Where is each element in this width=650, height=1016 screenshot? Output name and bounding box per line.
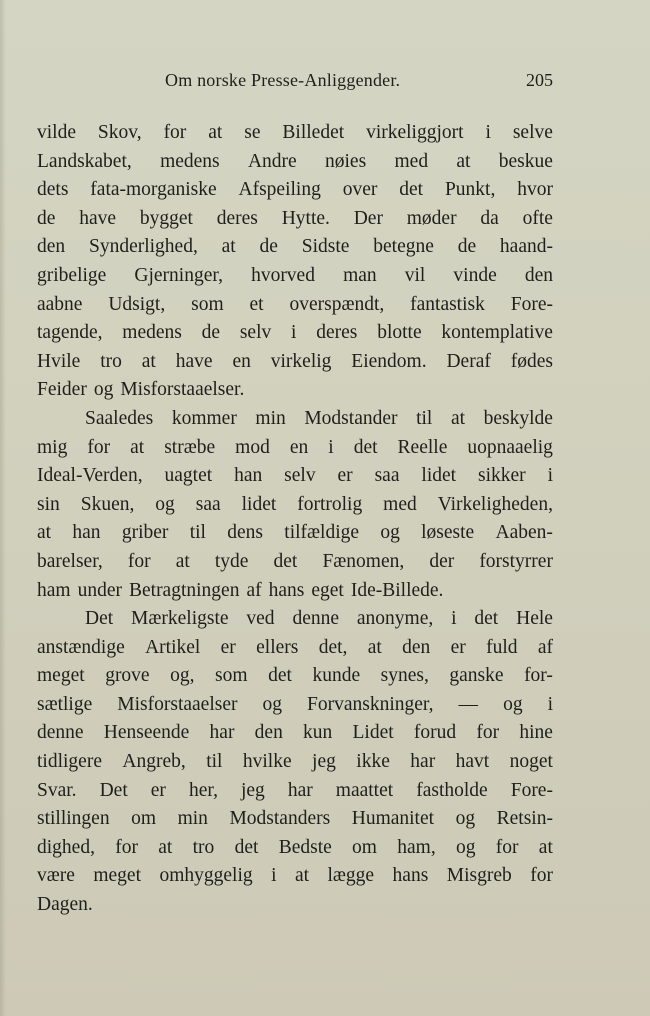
text-line: meget grove og, som det kunde synes, ganske for- [37,665,553,687]
text-line: Svar. Det er her, jeg har maattet fastholde Fore- [37,779,553,801]
text-line: de have bygget deres Hytte. Der møder da ofte [37,207,553,229]
text-line: Ideal-Verden, uagtet han selv er saa lidet sikker i [37,465,553,487]
text-line: være meget omhyggelig i at lægge hans Misgreb for [37,865,553,887]
text-line: Saaledes kommer min Modstander til at beskylde [85,407,553,429]
text-line: barelser, for at tyde det Fænomen, der forstyrrer [37,550,553,572]
text-line: at han griber til dens tilfældige og løseste Aaben- [37,522,553,544]
text-line: tagende, medens de selv i deres blotte kontemplative [37,322,553,344]
page-edge-shadow [0,0,6,1016]
text-line: vilde Skov, for at se Billedet virkeliggjort i selve [37,122,553,143]
text-line: sin Skuen, og saa lidet fortrolig med Virkeligheden, [37,493,553,515]
running-title: Om norske Presse-Anliggender. [165,70,401,90]
text-line: Landskabet, medens Andre nøies med at beskue [37,150,553,172]
paragraph [37,605,553,920]
text-line: Dagen. [37,894,93,916]
text-line: ham under Betragtningen af hans eget Ide-Billede. [37,579,444,601]
text-line: aabne Udsigt, som et overspændt, fantastisk Fore- [37,293,553,315]
paragraph [37,119,553,405]
text-line: tidligere Angreb, til hvilke jeg ikke har havt noget [37,751,553,773]
text-line: Feider og Misforstaaelser. [37,379,245,401]
running-header [37,70,553,100]
text-line: Hvile tro at have en virkelig Eiendom. Deraf fødes [37,350,553,372]
text-line: denne Henseende har den kun Lidet forud for hine [37,722,553,744]
paragraph [37,405,553,605]
text-line: stillingen om min Modstanders Humanitet og Retsin- [37,808,553,830]
text-line: mig for at stræbe mod en i det Reelle uopnaaelig [37,436,553,458]
text-line: den Synderlighed, at de Sidste betegne de haand- [37,236,553,258]
text-line: gribelige Gjerninger, hvorved man vil vinde den [37,264,553,286]
text-line: sætlige Misforstaaelser og Forvanskninger, — og i [37,693,553,715]
page-number: 205 [526,70,553,90]
text-line: dets fata-morganiske Afspeiling over det Punkt, hvor [37,179,553,201]
text-line: Det Mærkeligste ved denne anonyme, i det Hele [85,608,553,630]
text-line: anstændige Artikel er ellers det, at den er fuld af [37,636,553,658]
text-line: dighed, for at tro det Bedste om ham, og for at [37,836,553,858]
body-text [37,119,553,920]
